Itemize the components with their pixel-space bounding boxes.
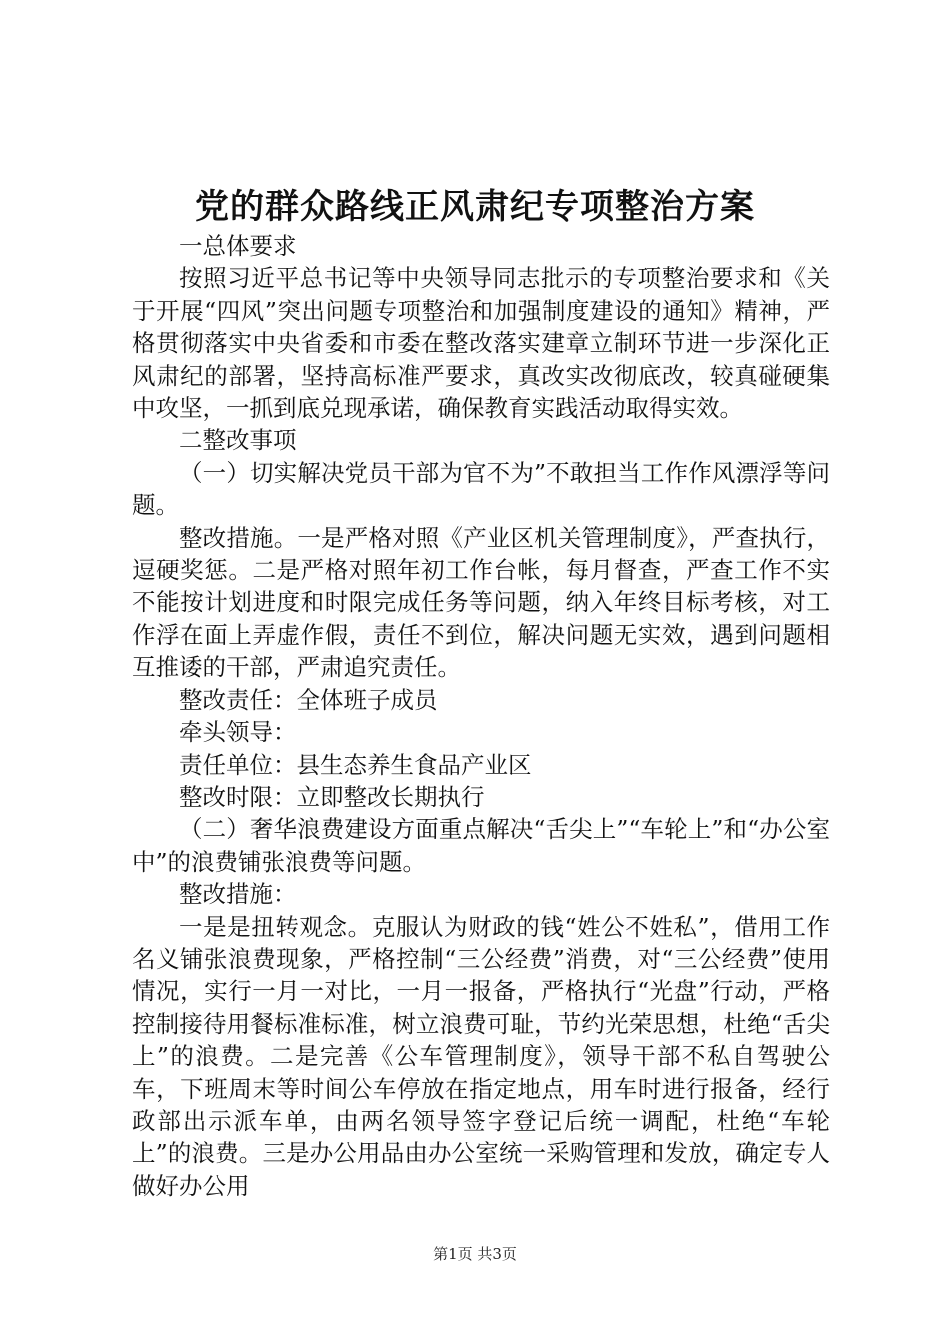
subsection-heading: （二）奢华浪费建设方面重点解决“舌尖上”“车轮上”和“办公室中”的浪费铺张浪费等问题。 [132, 815, 830, 876]
section-heading: 二整改事项 [179, 426, 297, 455]
document-title: 党的群众路线正风肃纪专项整治方案 [195, 187, 755, 227]
deadline-line: 整改时限：立即整改长期执行 [179, 782, 485, 811]
responsibility-line: 整改责任：全体班子成员 [179, 685, 438, 714]
measures-label: 整改措施： [179, 880, 297, 909]
page-footer: 第1页 共3页 [433, 1245, 517, 1263]
responsible-unit-line: 责任单位：县生态养生食品产业区 [179, 750, 532, 779]
paragraph: 按照习近平总书记等中央领导同志批示的专项整治要求和《关于开展“四风”突出问题专项整治和加强制度建设的通知》精神，严格贯彻落实中央省委和市委在整改落实建章立制环节进一步深化正风肃纪的部署，坚持高标准严要求，真改实改彻底改，较真碰硬集中攻坚，一抓到底兑现承诺，确保教育实践活动取得实效。 [132, 264, 830, 423]
paragraph: 一是是扭转观念。克服认为财政的钱“姓公不姓私”，借用工作名义铺张浪费现象，严格控制“三公经费”消费，对“三公经费”使用情况，实行一月一对比，一月一报备，严格执行“光盘”行动，严格控制接待用餐标准标准，树立浪费可耻，节约光荣思想，杜绝“舌尖上”的浪费。二是完善《公车管理制度》，领导干部不私自驾驶公车，下班周末等时间公车停放在指定地点，用车时进行报备，经行政部出示派车单，由两名领导签字登记后统一调配，杜绝“车轮上”的浪费。三是办公用品由办公室统一采购管理和发放，确定专人做好办公用 [132, 912, 830, 1200]
paragraph: 整改措施。一是严格对照《产业区机关管理制度》，严查执行，逗硬奖惩。二是严格对照年初工作台帐，每月督查，严查工作不实不能按计划进度和时限完成任务等问题，纳入年终目标考核，对工作浮在面上弄虚作假，责任不到位，解决问题无实效，遇到问题相互推诿的干部，严肃追究责任。 [132, 523, 830, 682]
section-heading: 一总体要求 [179, 232, 297, 260]
subsection-heading: （一）切实解决党员干部为官不为”不敢担当工作作风漂浮等问题。 [132, 458, 830, 520]
lead-leader-line: 牵头领导： [179, 718, 297, 747]
document-body [132, 230, 830, 1202]
